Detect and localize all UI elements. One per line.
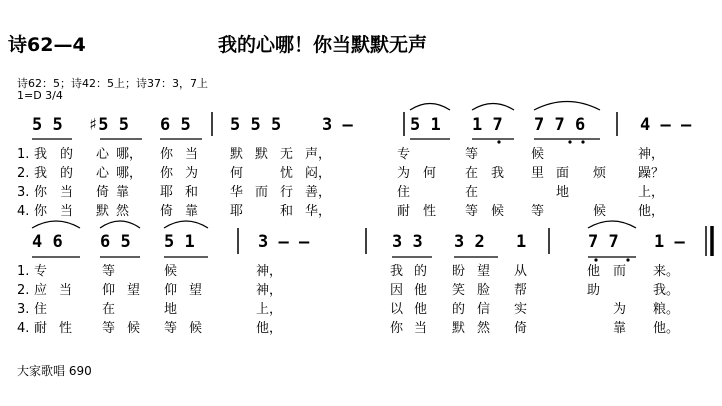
note-group: 4 – –: [640, 115, 692, 135]
slur: [534, 102, 600, 111]
note-group: 3 –: [322, 115, 353, 135]
note-group: 1: [516, 232, 527, 252]
scripture-reference: 诗62：5；诗42：5上；诗37：3，7上: [17, 77, 208, 90]
note-group: 7 7 6: [534, 115, 586, 135]
hymn-id: 诗62—4: [8, 34, 86, 56]
lyric-verse-3-line-1: 3. 你 当 倚 靠 耶 和 华 而 行 善， 住 在 地 上，: [17, 185, 665, 200]
lower-octave-dot: [581, 140, 584, 143]
note-group: 5 5 5: [230, 115, 282, 135]
verse-number: 4.: [17, 321, 30, 336]
slur: [100, 221, 140, 228]
lyric-verse-1-line-2: 1. 专 等 候 神， 我 的 盼 望 从 他 而 来。: [17, 264, 680, 279]
slur: [588, 221, 636, 228]
verse-number: 2.: [17, 166, 30, 181]
lower-octave-dot: [568, 140, 571, 143]
lyric-verse-4-line-2: 4. 耐 性 等 候 等 候 他， 你 当 默 然 倚 靠 他。: [17, 321, 680, 336]
verse-number: 1.: [17, 147, 30, 162]
note-group: ♯5 5: [88, 115, 129, 135]
note-group: 1 7: [472, 115, 503, 135]
lower-octave-dot: [594, 258, 597, 261]
verse-number: 3.: [17, 185, 30, 200]
note-group: 3 2: [454, 232, 485, 252]
lyric-verse-1-line-1: 1. 我 的 心 哪， 你 当 默 默 无 声， 专 等 候 神，: [17, 147, 665, 162]
note-group: 3 3: [392, 232, 423, 252]
hymn-title: 我的心哪！你当默默无声: [218, 34, 428, 56]
lyric-verse-2-line-2: 2. 应 当 仰 望 仰 望 神， 因 他 笑 脸 帮 助 我。: [17, 283, 680, 298]
slur: [410, 104, 450, 111]
slur: [472, 104, 514, 111]
slur: [32, 221, 80, 228]
verse-number: 1.: [17, 264, 30, 279]
verse-number: 2.: [17, 283, 30, 298]
lyric-verse-3-line-2: 3. 住 在 地 上， 以 他 的 信 实 为 粮。: [17, 302, 680, 317]
note-group: 5 5: [32, 115, 63, 135]
note-group: 1 –: [654, 232, 685, 252]
hymnal-source: 大家歌唱 690: [17, 364, 92, 378]
lyric-verse-4-line-1: 4. 你 当 默 然 倚 靠 耶 和 华， 耐 性 等 候 等 候 他，: [17, 204, 665, 219]
lower-octave-dot: [626, 258, 629, 261]
note-group: 4 6: [32, 232, 63, 252]
slur: [164, 221, 208, 228]
lower-octave-dot: [497, 140, 500, 143]
note-group: 6 5: [100, 232, 131, 252]
lyric-verse-2-line-1: 2. 我 的 心 哪， 你 为 何 忧 闷， 为 何 在 我 里 面 烦 躁？: [17, 166, 665, 181]
note-group: 3 – –: [258, 232, 310, 252]
note-group: 7 7: [588, 232, 619, 252]
note-group: 5 1: [164, 232, 195, 252]
note-group: 6 5: [160, 115, 191, 135]
verse-number: 4.: [17, 204, 30, 219]
key-meter: 1=D 3/4: [17, 89, 63, 102]
note-group: 5 1: [410, 115, 441, 135]
verse-number: 3.: [17, 302, 30, 317]
